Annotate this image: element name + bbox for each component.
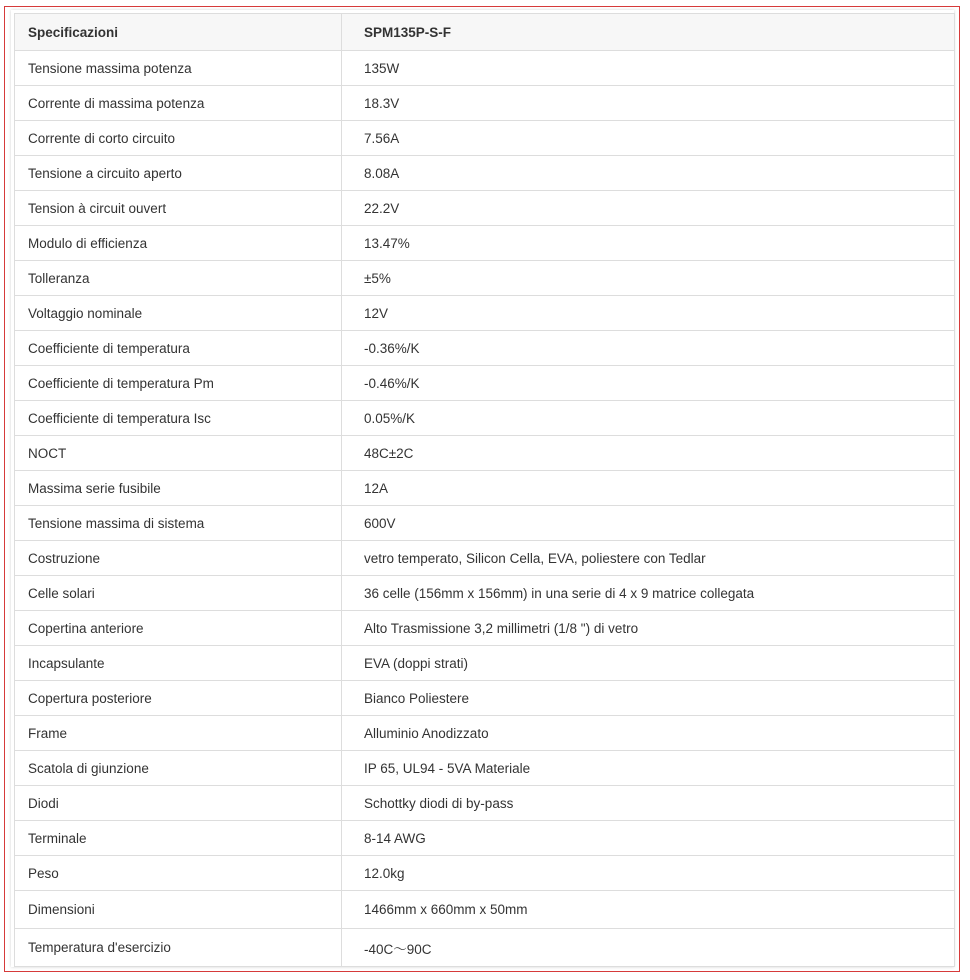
row-value: 22.2V	[342, 191, 955, 226]
row-value: 12.0kg	[342, 856, 955, 891]
row-label: Tensione massima potenza	[15, 51, 342, 86]
row-label: Tolleranza	[15, 261, 342, 296]
table-row	[15, 576, 955, 611]
table-row	[15, 226, 955, 261]
header-spec-label: Specificazioni	[15, 14, 342, 51]
row-value: -40C～90C	[342, 929, 955, 967]
table-row	[15, 51, 955, 86]
row-value: ±5%	[342, 261, 955, 296]
row-value: 7.56A	[342, 121, 955, 156]
table-row	[15, 646, 955, 681]
table-row	[15, 331, 955, 366]
row-value: 36 celle (156mm x 156mm) in una serie di 4 x 9 matrice collegata	[342, 576, 955, 611]
row-label: NOCT	[15, 436, 342, 471]
row-label: Peso	[15, 856, 342, 891]
row-label: Coefficiente di temperatura	[15, 331, 342, 366]
table-row	[15, 716, 955, 751]
row-value: -0.36%/K	[342, 331, 955, 366]
row-label: Terminale	[15, 821, 342, 856]
table-row	[15, 891, 955, 929]
table-row	[15, 541, 955, 576]
row-value: 48C±2C	[342, 436, 955, 471]
row-value: 12A	[342, 471, 955, 506]
row-value: Alluminio Anodizzato	[342, 716, 955, 751]
row-label: Temperatura d'esercizio	[15, 929, 342, 967]
table-row	[15, 611, 955, 646]
table-row	[15, 821, 955, 856]
table-row	[15, 929, 955, 967]
table-row	[15, 751, 955, 786]
table-row	[15, 156, 955, 191]
row-label: Incapsulante	[15, 646, 342, 681]
row-value: -0.46%/K	[342, 366, 955, 401]
row-value: vetro temperato, Silicon Cella, EVA, poliestere con Tedlar	[342, 541, 955, 576]
row-label: Corrente di massima potenza	[15, 86, 342, 121]
row-label: Tension à circuit ouvert	[15, 191, 342, 226]
row-label: Coefficiente di temperatura Isc	[15, 401, 342, 436]
row-label: Tensione massima di sistema	[15, 506, 342, 541]
table-row	[15, 86, 955, 121]
row-label: Diodi	[15, 786, 342, 821]
row-label: Modulo di efficienza	[15, 226, 342, 261]
row-value: Bianco Poliestere	[342, 681, 955, 716]
row-label: Costruzione	[15, 541, 342, 576]
row-value: EVA (doppi strati)	[342, 646, 955, 681]
row-value: 600V	[342, 506, 955, 541]
row-value: 13.47%	[342, 226, 955, 261]
table-row	[15, 191, 955, 226]
row-value: 8.08A	[342, 156, 955, 191]
row-label: Massima serie fusibile	[15, 471, 342, 506]
row-label: Corrente di corto circuito	[15, 121, 342, 156]
table-row	[15, 506, 955, 541]
row-label: Tensione a circuito aperto	[15, 156, 342, 191]
row-value: IP 65, UL94 - 5VA Materiale	[342, 751, 955, 786]
row-label: Voltaggio nominale	[15, 296, 342, 331]
table-row	[15, 856, 955, 891]
header-model: SPM135P-S-F	[342, 14, 955, 51]
table-row	[15, 296, 955, 331]
row-label: Copertina anteriore	[15, 611, 342, 646]
row-value: Schottky diodi di by-pass	[342, 786, 955, 821]
row-value: 0.05%/K	[342, 401, 955, 436]
row-value: 12V	[342, 296, 955, 331]
row-value: 135W	[342, 51, 955, 86]
table-row	[15, 401, 955, 436]
table-row	[15, 681, 955, 716]
table-row	[15, 786, 955, 821]
row-value: Alto Trasmissione 3,2 millimetri (1/8 ") di vetro	[342, 611, 955, 646]
row-label: Frame	[15, 716, 342, 751]
table-row	[15, 436, 955, 471]
row-value: 1466mm x 660mm x 50mm	[342, 891, 955, 929]
table-header-row	[15, 14, 955, 51]
specifications-table	[14, 13, 955, 967]
row-label: Coefficiente di temperatura Pm	[15, 366, 342, 401]
row-label: Celle solari	[15, 576, 342, 611]
row-label: Copertura posteriore	[15, 681, 342, 716]
table-row	[15, 261, 955, 296]
row-label: Scatola di giunzione	[15, 751, 342, 786]
row-value: 8-14 AWG	[342, 821, 955, 856]
table-row	[15, 471, 955, 506]
table-row	[15, 121, 955, 156]
table-row	[15, 366, 955, 401]
row-label: Dimensioni	[15, 891, 342, 929]
row-value: 18.3V	[342, 86, 955, 121]
